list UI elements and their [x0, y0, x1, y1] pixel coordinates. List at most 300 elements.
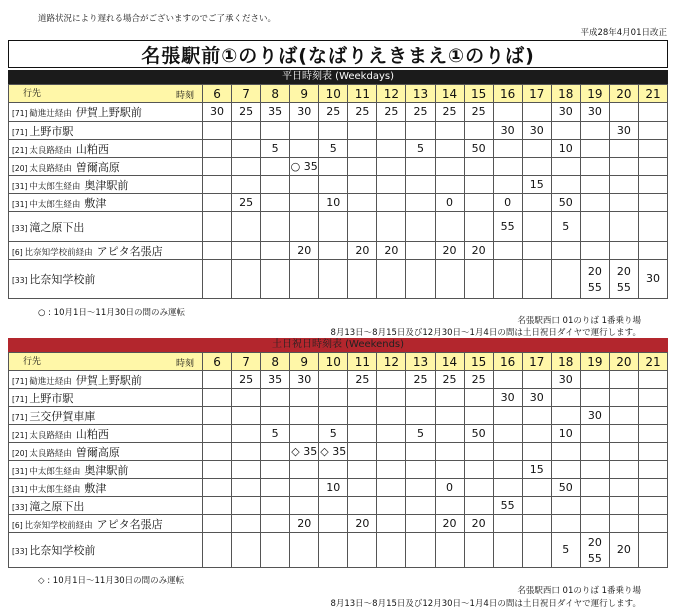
destination-cell	[9, 389, 203, 407]
minute-cell	[261, 260, 290, 299]
minute-cell	[377, 515, 406, 533]
route-code: [31]	[12, 466, 28, 476]
minute-cell	[609, 194, 638, 212]
departure-minute: 25	[471, 372, 486, 386]
departure-minute: 25	[384, 105, 399, 118]
minute-cell	[319, 407, 348, 425]
minute-cell	[522, 122, 551, 140]
timetable-row	[9, 158, 668, 176]
minute-cell	[319, 242, 348, 260]
departure-minute: 30	[529, 390, 544, 404]
minute-cell	[522, 389, 551, 407]
minute-cell	[493, 140, 522, 158]
timetable-row	[9, 212, 668, 242]
hour-header: 9	[290, 85, 319, 103]
header-corner	[9, 353, 203, 371]
minute-cell	[348, 461, 377, 479]
minute-cell	[406, 212, 435, 242]
route-code: [6]	[12, 247, 23, 257]
destination-name: 比奈知学校前	[29, 544, 96, 557]
minute-cell	[493, 407, 522, 425]
minute-cell	[580, 533, 609, 568]
departure-minute: 30	[210, 105, 225, 118]
timetable-row	[9, 407, 668, 425]
minute-cell	[609, 212, 638, 242]
via-label: 中太郎生経由	[29, 199, 81, 210]
route-code: [33]	[12, 276, 28, 285]
hour-header: 21	[638, 85, 667, 103]
minute-cell	[464, 533, 493, 568]
minute-cell	[638, 158, 667, 176]
destination-cell	[9, 176, 203, 194]
destination-cell	[9, 425, 203, 443]
departure-minute: 30	[529, 123, 544, 137]
minute-cell	[493, 425, 522, 443]
minute-cell	[609, 176, 638, 194]
departure-minute: 25	[413, 105, 428, 118]
timetable-row	[9, 122, 668, 140]
destination-cell	[9, 497, 203, 515]
minute-cell	[232, 425, 261, 443]
destination-name: 滝之原下出	[29, 220, 85, 234]
minute-cell	[203, 533, 232, 568]
minute-cell	[261, 103, 290, 122]
hour-header: 16	[493, 85, 522, 103]
hour-header: 17	[522, 353, 551, 371]
minute-cell	[522, 533, 551, 568]
timetable-row	[9, 443, 668, 461]
minute-cell	[522, 497, 551, 515]
departure-minute: 5	[562, 543, 570, 556]
minute-cell	[435, 461, 464, 479]
minute-cell	[290, 389, 319, 407]
hour-header: 6	[203, 353, 232, 371]
minute-cell	[493, 515, 522, 533]
minute-cell	[435, 479, 464, 497]
timetable-row	[9, 103, 668, 122]
minute-cell	[319, 443, 348, 461]
minute-cell	[580, 371, 609, 389]
minute-cell	[638, 425, 667, 443]
weekend-stop-note: 名張駅西口 01のりば 1番乗り場	[517, 586, 641, 596]
minute-cell	[609, 407, 638, 425]
minute-cell	[377, 371, 406, 389]
minute-cell	[406, 140, 435, 158]
hour-header: 14	[435, 85, 464, 103]
minute-cell	[203, 158, 232, 176]
departure-minute: ◇ 35	[320, 444, 347, 458]
minute-cell	[493, 158, 522, 176]
minute-cell	[435, 103, 464, 122]
minute-cell	[406, 479, 435, 497]
departure-minute: 15	[529, 177, 544, 191]
minute-cell	[290, 461, 319, 479]
minute-cell	[319, 158, 348, 176]
minute-cell	[435, 443, 464, 461]
route-code: [20]	[12, 163, 28, 173]
timetable-row	[9, 176, 668, 194]
minute-cell	[551, 479, 580, 497]
timetable-row	[9, 389, 668, 407]
departure-minute: 25	[355, 105, 370, 118]
minute-cell	[435, 260, 464, 299]
destination-name: 比奈知学校前	[29, 273, 96, 286]
minute-cell	[493, 371, 522, 389]
minute-cell	[464, 140, 493, 158]
minute-cell	[522, 242, 551, 260]
weekday-timetable	[8, 84, 668, 299]
minute-cell	[522, 443, 551, 461]
minute-cell	[348, 371, 377, 389]
departure-minute: 20	[587, 264, 602, 278]
minute-cell	[377, 425, 406, 443]
minute-cell	[464, 260, 493, 299]
via-label: 勧進辻経由	[29, 376, 72, 387]
minute-cell	[290, 407, 319, 425]
route-code: [71]	[12, 394, 28, 404]
minute-cell	[493, 461, 522, 479]
departure-minute: 25	[239, 105, 254, 118]
minute-cell	[580, 389, 609, 407]
via-label: 太良路経由	[29, 448, 72, 459]
timetable-row	[9, 260, 668, 299]
timetable-row	[9, 533, 668, 568]
minute-cell	[348, 194, 377, 212]
minute-cell	[551, 176, 580, 194]
departure-minute: 20	[616, 264, 631, 278]
via-label: 中太郎生経由	[29, 484, 81, 495]
departure-minute: 30	[587, 408, 602, 422]
minute-cell	[203, 443, 232, 461]
minute-cell	[638, 461, 667, 479]
stop-title-box	[8, 40, 668, 68]
minute-cell	[377, 443, 406, 461]
minute-cell	[580, 140, 609, 158]
timetable-row	[9, 425, 668, 443]
minute-cell	[551, 533, 580, 568]
minute-cell	[232, 212, 261, 242]
minute-cell	[290, 140, 319, 158]
timetable-row	[9, 479, 668, 497]
minute-cell	[522, 479, 551, 497]
minute-cell	[609, 461, 638, 479]
minute-cell	[493, 443, 522, 461]
minute-cell	[464, 212, 493, 242]
revision-date: 平成28年4月01日改正	[580, 28, 667, 38]
destination-name: 奥津駅前	[84, 463, 129, 477]
minute-cell	[464, 425, 493, 443]
minute-cell	[261, 461, 290, 479]
destination-name: 奥津駅前	[84, 178, 129, 192]
minute-cell	[232, 122, 261, 140]
minute-cell	[261, 140, 290, 158]
minute-cell	[290, 242, 319, 260]
minute-cell	[290, 212, 319, 242]
route-code: [31]	[12, 181, 28, 191]
minute-cell	[580, 242, 609, 260]
weekday-band-title: 平日時刻表 (Weekdays)	[8, 70, 668, 84]
via-label: 勧進辻経由	[29, 109, 72, 119]
destination-name: 敷津	[84, 196, 107, 210]
weekend-legend: ◇ : 10月1日～11月30日の間のみ運転	[38, 576, 185, 586]
minute-cell	[435, 140, 464, 158]
destination-cell	[9, 443, 203, 461]
timetable-row	[9, 140, 668, 158]
departure-minute: 25	[239, 195, 254, 209]
minute-cell	[493, 103, 522, 122]
minute-cell	[638, 389, 667, 407]
minute-cell	[551, 371, 580, 389]
departure-minute: 0	[504, 195, 512, 209]
minute-cell	[319, 425, 348, 443]
departure-minute: 50	[471, 426, 486, 440]
minute-cell	[261, 212, 290, 242]
hour-header: 20	[609, 85, 638, 103]
minute-cell	[522, 158, 551, 176]
minute-cell	[232, 194, 261, 212]
minute-cell	[319, 515, 348, 533]
minute-cell	[377, 533, 406, 568]
departure-minute: 20	[297, 516, 312, 530]
minute-cell	[609, 425, 638, 443]
weekday-legend: ○ : 10月1日～11月30日の間のみ運転	[38, 308, 186, 318]
departure-minute: 5	[416, 141, 424, 155]
weekend-holiday-note: 8月13日～8月15日及び12月30日～1月4日の間は土日祝日ダイヤで運行します。	[330, 599, 641, 609]
minute-cell	[232, 497, 261, 515]
minute-cell	[261, 176, 290, 194]
minute-cell	[406, 533, 435, 568]
destination-name: 山粕西	[75, 142, 109, 156]
minute-cell	[348, 260, 377, 299]
minute-cell	[551, 497, 580, 515]
minute-cell	[232, 407, 261, 425]
minute-cell	[377, 479, 406, 497]
minute-cell	[290, 260, 319, 299]
minute-cell	[464, 407, 493, 425]
destination-cell	[9, 371, 203, 389]
hour-header: 13	[406, 85, 435, 103]
minute-cell	[319, 371, 348, 389]
destination-cell	[9, 407, 203, 425]
departure-minute: 55	[587, 551, 602, 565]
minute-cell	[435, 407, 464, 425]
minute-cell	[580, 407, 609, 425]
minute-cell	[522, 515, 551, 533]
departure-minute: 20	[616, 543, 631, 556]
departure-minute: 5	[271, 426, 279, 440]
minute-cell	[551, 260, 580, 299]
minute-cell	[580, 176, 609, 194]
route-code: [33]	[12, 502, 28, 512]
destination-cell	[9, 158, 203, 176]
departure-minute: 10	[326, 195, 341, 209]
minute-cell	[348, 176, 377, 194]
departure-minute: 35	[268, 372, 283, 386]
departure-minute: 20	[471, 243, 486, 257]
minute-cell	[435, 242, 464, 260]
minute-cell	[261, 371, 290, 389]
minute-cell	[609, 122, 638, 140]
timetable-row	[9, 242, 668, 260]
destination-cell	[9, 461, 203, 479]
minute-cell	[638, 371, 667, 389]
minute-cell	[203, 212, 232, 242]
destination-name: 上野市駅	[29, 391, 74, 405]
destination-cell	[9, 194, 203, 212]
minute-cell	[435, 176, 464, 194]
minute-cell	[377, 194, 406, 212]
minute-cell	[377, 212, 406, 242]
timetable-row	[9, 515, 668, 533]
destination-name: 滝之原下出	[29, 499, 85, 513]
minute-cell	[435, 122, 464, 140]
departure-minute: 30	[297, 372, 312, 386]
minute-cell	[319, 389, 348, 407]
minute-cell	[261, 122, 290, 140]
timetable-row	[9, 194, 668, 212]
destination-cell	[9, 122, 203, 140]
minute-cell	[551, 242, 580, 260]
minute-cell	[493, 194, 522, 212]
departure-minute: 30	[558, 105, 573, 118]
minute-cell	[551, 461, 580, 479]
departure-minute: 5	[562, 219, 570, 233]
hour-header: 21	[638, 353, 667, 371]
minute-cell	[377, 407, 406, 425]
departure-minute: 0	[446, 195, 454, 209]
hour-header: 20	[609, 353, 638, 371]
minute-cell	[203, 515, 232, 533]
departure-minute: 30	[500, 390, 515, 404]
minute-cell	[493, 260, 522, 299]
minute-cell	[464, 389, 493, 407]
minute-cell	[406, 194, 435, 212]
minute-cell	[203, 389, 232, 407]
minute-cell	[290, 103, 319, 122]
minute-cell	[522, 260, 551, 299]
minute-cell	[406, 260, 435, 299]
hour-header: 8	[261, 353, 290, 371]
minute-cell	[638, 533, 667, 568]
minute-cell	[290, 158, 319, 176]
minute-cell	[551, 407, 580, 425]
minute-cell	[261, 158, 290, 176]
minute-cell	[406, 122, 435, 140]
minute-cell	[522, 461, 551, 479]
departure-minute: 0	[446, 480, 454, 494]
minute-cell	[464, 497, 493, 515]
minute-cell	[203, 242, 232, 260]
minute-cell	[377, 260, 406, 299]
departure-minute: 30	[587, 105, 602, 118]
departure-minute: ○ 35	[290, 159, 318, 173]
delay-notice: 道路状況により遅れる場合がございますのでご了承ください。	[38, 14, 277, 24]
minute-cell	[261, 407, 290, 425]
minute-cell	[609, 103, 638, 122]
minute-cell	[261, 533, 290, 568]
minute-cell	[377, 242, 406, 260]
minute-cell	[464, 122, 493, 140]
minute-cell	[580, 443, 609, 461]
minute-cell	[203, 176, 232, 194]
minute-cell	[464, 194, 493, 212]
departure-minute: 30	[558, 372, 573, 386]
minute-cell	[348, 425, 377, 443]
minute-cell	[319, 461, 348, 479]
minute-cell	[377, 176, 406, 194]
minute-cell	[522, 212, 551, 242]
destination-name: 上野市駅	[29, 124, 74, 138]
minute-cell	[638, 103, 667, 122]
minute-cell	[290, 515, 319, 533]
minute-cell	[435, 371, 464, 389]
minute-cell	[377, 103, 406, 122]
stop-title: 名張駅前①のりば(なばりえきまえ①のりば)	[141, 44, 535, 67]
minute-cell	[261, 389, 290, 407]
minute-cell	[319, 103, 348, 122]
via-label: 太良路経由	[29, 430, 72, 441]
minute-cell	[203, 371, 232, 389]
minute-cell	[348, 103, 377, 122]
minute-cell	[377, 158, 406, 176]
minute-cell	[551, 212, 580, 242]
minute-cell	[464, 158, 493, 176]
departure-minute: 5	[329, 426, 337, 440]
minute-cell	[435, 158, 464, 176]
minute-cell	[203, 479, 232, 497]
minute-cell	[348, 407, 377, 425]
minute-cell	[638, 212, 667, 242]
departure-minute: 15	[529, 462, 544, 476]
route-code: [21]	[12, 145, 28, 155]
minute-cell	[464, 176, 493, 194]
via-label: 比奈知学校前経由	[24, 247, 93, 258]
minute-cell	[406, 371, 435, 389]
minute-cell	[638, 122, 667, 140]
minute-cell	[406, 443, 435, 461]
minute-cell	[551, 140, 580, 158]
route-code: [71]	[12, 376, 28, 386]
minute-cell	[464, 103, 493, 122]
departure-minute: 5	[271, 141, 279, 155]
hour-header: 7	[232, 85, 261, 103]
minute-cell	[551, 425, 580, 443]
minute-cell	[319, 122, 348, 140]
minute-cell	[609, 515, 638, 533]
minute-cell	[348, 515, 377, 533]
destination-cell	[9, 479, 203, 497]
minute-cell	[348, 122, 377, 140]
minute-cell	[203, 103, 232, 122]
departure-minute: 20	[384, 243, 399, 257]
minute-cell	[435, 194, 464, 212]
minute-cell	[493, 242, 522, 260]
weekend-band-title: 土日祝日時刻表 (Weekends)	[8, 338, 668, 352]
destination-cell	[9, 260, 203, 299]
destination-name: 三交伊賀車庫	[29, 409, 96, 423]
minute-cell	[290, 533, 319, 568]
minute-cell	[319, 194, 348, 212]
minute-cell	[522, 103, 551, 122]
minute-cell	[232, 371, 261, 389]
minute-cell	[580, 425, 609, 443]
departure-minute: 30	[616, 123, 631, 137]
destination-cell	[9, 515, 203, 533]
minute-cell	[580, 515, 609, 533]
minute-cell	[464, 371, 493, 389]
route-code: [20]	[12, 448, 28, 458]
departure-minute: 25	[471, 105, 486, 118]
